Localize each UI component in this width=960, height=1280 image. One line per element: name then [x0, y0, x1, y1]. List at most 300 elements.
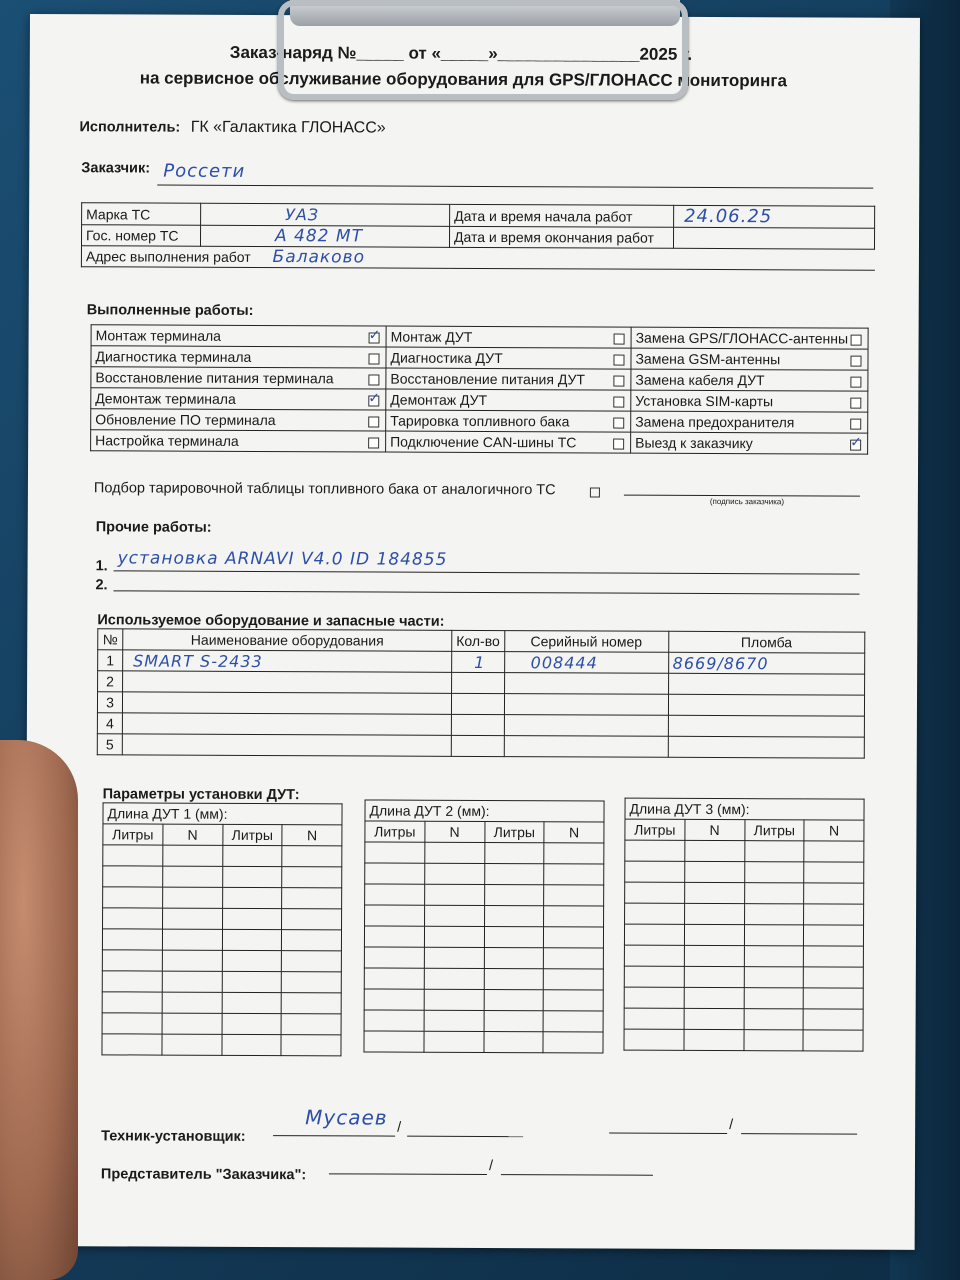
- tariff-checkbox[interactable]: [590, 487, 600, 497]
- work-item-label: Замена GPS/ГЛОНАСС-антенны: [635, 329, 849, 347]
- dut-row: [365, 863, 604, 885]
- dut-cell[interactable]: [804, 841, 864, 862]
- dut-cell[interactable]: [102, 992, 162, 1013]
- dut-column-header: N: [804, 820, 864, 841]
- dut-cell[interactable]: [684, 924, 744, 945]
- equipment-value-serial: [508, 737, 530, 756]
- work-item-label: Восстановление питания терминала: [95, 369, 334, 387]
- dut-cell[interactable]: [364, 947, 424, 968]
- tariff-signature-line: [624, 479, 860, 497]
- equipment-value-qty: [456, 715, 474, 734]
- dut-cell[interactable]: [365, 842, 425, 863]
- dut-row: [102, 1034, 341, 1056]
- equipment-cell-qty[interactable]: [452, 651, 505, 672]
- equipment-cell-num[interactable]: [98, 671, 123, 692]
- equipment-cell-qty[interactable]: [451, 693, 504, 714]
- dut-row: [364, 989, 603, 1011]
- representative-signature-line[interactable]: [329, 1157, 487, 1175]
- dut-cell[interactable]: [483, 1031, 543, 1052]
- dut-cell[interactable]: [624, 924, 684, 945]
- equipment-value-serial: [508, 716, 530, 735]
- equipment-value-name: [127, 672, 133, 691]
- dut-cell[interactable]: [425, 842, 485, 863]
- dut-row: [365, 905, 604, 927]
- dut-row: [624, 966, 863, 988]
- dut-cell[interactable]: [424, 1031, 484, 1052]
- work-item: [91, 430, 386, 452]
- equipment-cell-name[interactable]: [123, 671, 452, 693]
- work-item: [631, 327, 868, 349]
- dut-cell[interactable]: [484, 968, 544, 989]
- equipment-cell-serial[interactable]: [504, 652, 668, 674]
- equipment-value-qty: 1: [474, 652, 486, 672]
- dut-table-3: [623, 798, 864, 1052]
- equipment-cell-seal[interactable]: [668, 673, 865, 695]
- work-item-checkbox[interactable]: [369, 332, 380, 343]
- dut-cell[interactable]: [625, 882, 685, 903]
- dut-table-title: Длина ДУТ 1 (мм):: [103, 803, 342, 825]
- equipment-table: [97, 628, 866, 758]
- equipment-value-num: 3: [106, 694, 114, 711]
- equipment-cell-qty[interactable]: [451, 735, 504, 756]
- dut-row: [102, 1013, 341, 1035]
- dut-cell[interactable]: [543, 1032, 603, 1053]
- works-row: [91, 430, 868, 454]
- dut-cell[interactable]: [744, 946, 804, 967]
- equipment-cell-serial[interactable]: [504, 694, 668, 716]
- work-item-checkbox[interactable]: [850, 377, 861, 388]
- end-time-label: Дата и время окончания работ: [449, 226, 673, 248]
- work-item-checkbox[interactable]: [850, 419, 861, 430]
- second-signature-line[interactable]: [609, 1117, 727, 1135]
- dut-cell[interactable]: [102, 1013, 162, 1034]
- dut-row: [624, 945, 863, 967]
- dut-cell[interactable]: [424, 947, 484, 968]
- dut-row: [624, 987, 863, 1009]
- dut-cell[interactable]: [543, 990, 603, 1011]
- dut-cell[interactable]: [222, 1013, 282, 1034]
- dut-column-header: Литры: [103, 824, 163, 845]
- work-item: [386, 347, 631, 369]
- equipment-cell-num[interactable]: [98, 650, 123, 671]
- brand-value: УАЗ: [285, 205, 320, 225]
- dut-cell[interactable]: [625, 861, 685, 882]
- work-item-checkbox[interactable]: [850, 398, 861, 409]
- technician-slash: /: [397, 1119, 402, 1136]
- dut-cell[interactable]: [162, 971, 222, 992]
- dut-cell[interactable]: [684, 945, 744, 966]
- dut-cell[interactable]: [281, 993, 341, 1014]
- equipment-cell-num[interactable]: [97, 734, 122, 755]
- dut-cell[interactable]: [803, 1009, 863, 1030]
- dut-cell[interactable]: [222, 845, 282, 866]
- plate-label: Гос. номер ТС: [81, 225, 200, 247]
- address-label: Адрес выполнения работ: [85, 248, 251, 265]
- dut-row: [103, 887, 342, 909]
- start-time-value: 24.06.25: [684, 205, 773, 228]
- dut-column-header: N: [544, 822, 604, 843]
- equipment-cell-qty[interactable]: [451, 714, 504, 735]
- equipment-value-serial: [509, 674, 531, 693]
- dut-cell[interactable]: [282, 846, 342, 867]
- dut-cell[interactable]: [744, 1009, 804, 1030]
- work-item-checkbox[interactable]: [613, 397, 624, 408]
- work-item: [91, 325, 386, 347]
- work-item-label: Замена кабеля ДУТ: [635, 371, 765, 389]
- work-item-label: Демонтаж ДУТ: [390, 391, 488, 408]
- dut-row: [364, 1031, 603, 1053]
- dut-cell[interactable]: [685, 840, 745, 861]
- dut-cell[interactable]: [364, 926, 424, 947]
- dut-column-header: Литры: [365, 821, 425, 842]
- equipment-value-seal: 8669/8670: [672, 653, 769, 673]
- work-item-checkbox[interactable]: [368, 437, 379, 448]
- works-title: Выполненные работы:: [86, 302, 254, 319]
- dut-cell[interactable]: [484, 926, 544, 947]
- document-title-line2: на сервисное обслуживание оборудования для GPS/ГЛОНАСС мониторинга: [139, 68, 788, 91]
- dut-row: [102, 971, 341, 993]
- dut-row: [102, 992, 341, 1014]
- dut-cell[interactable]: [365, 863, 425, 884]
- work-item-checkbox[interactable]: [850, 440, 861, 451]
- dut-cell[interactable]: [484, 863, 544, 884]
- dut-cell[interactable]: [544, 864, 604, 885]
- dut-column-header: N: [425, 821, 485, 842]
- dut-row: [625, 903, 864, 925]
- dut-cell[interactable]: [804, 925, 864, 946]
- dut-row: [625, 840, 864, 862]
- equipment-cell-seal[interactable]: [668, 652, 865, 674]
- dut-column-header: Литры: [484, 821, 544, 842]
- work-item-label: Восстановление питания ДУТ: [390, 370, 585, 388]
- customer-line: [157, 160, 873, 189]
- work-item-checkbox[interactable]: [368, 395, 379, 406]
- dut-row: [364, 947, 603, 969]
- second-slash: /: [729, 1117, 734, 1134]
- dut-cell[interactable]: [624, 1008, 684, 1029]
- work-item: [91, 367, 386, 389]
- equipment-cell-num[interactable]: [97, 713, 122, 734]
- dut-cell[interactable]: [102, 971, 162, 992]
- equipment-cell-seal[interactable]: [668, 715, 865, 737]
- work-item-label: Монтаж ДУТ: [390, 328, 473, 345]
- dut-column-header: Литры: [744, 820, 804, 841]
- dut-column-header: Литры: [625, 819, 685, 840]
- dut-cell[interactable]: [162, 1013, 222, 1034]
- work-item-label: Демонтаж терминала: [95, 390, 236, 407]
- work-item-checkbox[interactable]: [368, 353, 379, 364]
- dut-cell[interactable]: [102, 929, 162, 950]
- dut-row: [365, 884, 604, 906]
- start-time-label: Дата и время начала работ: [450, 204, 674, 227]
- dut-cell[interactable]: [281, 1035, 341, 1056]
- dut-cell[interactable]: [282, 930, 342, 951]
- equipment-cell-num[interactable]: [97, 692, 122, 713]
- work-item-label: Монтаж терминала: [95, 327, 222, 344]
- equipment-value-num: 4: [105, 715, 114, 732]
- dut-cell[interactable]: [424, 989, 484, 1010]
- dut-cell[interactable]: [222, 929, 282, 950]
- dut-cell[interactable]: [743, 1030, 803, 1051]
- work-item: [91, 409, 386, 431]
- work-item-label: Настройка терминала: [95, 432, 239, 449]
- dut-cell[interactable]: [365, 884, 425, 905]
- work-item-checkbox[interactable]: [613, 355, 624, 366]
- work-item-label: Замена GSM-антенны: [635, 350, 781, 368]
- equipment-value-num: 1: [106, 652, 115, 669]
- dut-cell[interactable]: [102, 1034, 162, 1055]
- dut-cell[interactable]: [222, 887, 282, 908]
- equipment-cell-name[interactable]: [122, 692, 451, 714]
- equipment-cell-name[interactable]: [122, 734, 451, 756]
- equipment-row: [97, 734, 864, 758]
- dut-cell[interactable]: [222, 971, 282, 992]
- dut-row: [624, 924, 863, 946]
- work-item-checkbox[interactable]: [851, 335, 862, 346]
- dut-cell[interactable]: [544, 927, 604, 948]
- dut-cell[interactable]: [684, 1029, 744, 1050]
- work-item-label: Обновление ПО терминала: [95, 411, 276, 429]
- dut-row: [102, 950, 341, 972]
- dut-table-title: Длина ДУТ 2 (мм):: [365, 800, 604, 822]
- equipment-value-name: [127, 735, 133, 754]
- dut-cell[interactable]: [803, 1030, 863, 1051]
- works-table: [90, 324, 869, 454]
- dut-cell[interactable]: [162, 887, 222, 908]
- work-item-checkbox[interactable]: [368, 374, 379, 385]
- dut-cell[interactable]: [484, 905, 544, 926]
- work-item-checkbox[interactable]: [613, 376, 624, 387]
- brand-label: Марка ТС: [82, 203, 201, 226]
- work-item-label: Диагностика терминала: [95, 348, 252, 365]
- dut-cell[interactable]: [424, 884, 484, 905]
- dut-cell[interactable]: [484, 947, 544, 968]
- dut-cell[interactable]: [424, 863, 484, 884]
- equipment-value-serial: 008444: [530, 652, 598, 672]
- dut-row: [625, 861, 864, 883]
- dut-row: [364, 1010, 603, 1032]
- dut-row: [103, 908, 342, 930]
- equipment-cell-serial[interactable]: [504, 673, 668, 695]
- dut-cell[interactable]: [544, 843, 604, 864]
- dut-cell[interactable]: [744, 925, 804, 946]
- other-work-2-line[interactable]: [113, 572, 859, 594]
- dut-cell[interactable]: [804, 967, 864, 988]
- dut-cell[interactable]: [544, 885, 604, 906]
- executor-label: Исполнитель:: [79, 119, 181, 136]
- work-item-checkbox[interactable]: [614, 334, 625, 345]
- technician-signature: Мусаев: [305, 1105, 388, 1130]
- work-item: [631, 390, 868, 412]
- dut-cell[interactable]: [162, 950, 222, 971]
- dut-cell[interactable]: [744, 883, 804, 904]
- thumb: [0, 740, 78, 1280]
- equipment-value-name: SMART S-2433: [133, 650, 263, 671]
- dut-cell[interactable]: [484, 1010, 544, 1031]
- dut-cell[interactable]: [804, 946, 864, 967]
- dut-cell[interactable]: [424, 905, 484, 926]
- second-name-line[interactable]: [741, 1117, 857, 1135]
- dut-cell[interactable]: [162, 908, 222, 929]
- dut-cell[interactable]: [625, 840, 685, 861]
- equipment-cell-name[interactable]: [123, 650, 452, 672]
- tariff-signature-caption: (подпись заказчика): [709, 496, 785, 507]
- equipment-value-num: 2: [106, 673, 115, 690]
- dut-cell[interactable]: [162, 992, 222, 1013]
- other-work-1-line[interactable]: [114, 550, 860, 574]
- equipment-value-name: [127, 693, 133, 712]
- work-item-label: Установка SIM-карты: [635, 392, 774, 410]
- technician-name-line[interactable]: [407, 1120, 523, 1138]
- dut-cell[interactable]: [162, 929, 222, 950]
- vehicle-table: [81, 202, 875, 270]
- work-item-checkbox[interactable]: [613, 439, 624, 450]
- dut-row: [625, 882, 864, 904]
- dut-cell[interactable]: [424, 1010, 484, 1031]
- plate-value: А 482 МТ: [274, 226, 364, 247]
- equipment-cell-serial[interactable]: [504, 715, 668, 737]
- equipment-value-num: 5: [105, 736, 114, 753]
- dut-cell[interactable]: [803, 988, 863, 1009]
- dut-row: [364, 926, 603, 948]
- dut-cell[interactable]: [684, 966, 744, 987]
- dut-cell[interactable]: [804, 862, 864, 883]
- dut-cell[interactable]: [625, 903, 685, 924]
- dut-cell[interactable]: [684, 987, 744, 1008]
- work-item: [631, 432, 868, 454]
- technician-signature-line[interactable]: [273, 1105, 395, 1137]
- work-item: [631, 411, 868, 433]
- equipment-header-num: №: [98, 629, 123, 650]
- dut-cell[interactable]: [162, 866, 222, 887]
- equipment-header-name: Наименование оборудования: [123, 629, 452, 651]
- equipment-value-serial: [508, 695, 530, 714]
- work-item: [386, 389, 631, 411]
- dut-cell[interactable]: [222, 992, 282, 1013]
- dut-cell[interactable]: [103, 845, 163, 866]
- dut-cell[interactable]: [221, 1034, 281, 1055]
- dut-cell[interactable]: [103, 866, 163, 887]
- dut-cell[interactable]: [103, 887, 163, 908]
- dut-title: Параметры установки ДУТ:: [102, 786, 300, 804]
- dut-row: [624, 1029, 863, 1051]
- dut-column-header: N: [163, 824, 223, 845]
- work-item: [386, 368, 631, 390]
- dut-cell[interactable]: [484, 884, 544, 905]
- dut-table-title: Длина ДУТ 3 (мм):: [625, 798, 864, 820]
- dut-cell[interactable]: [744, 988, 804, 1009]
- representative-name-line[interactable]: [501, 1158, 653, 1176]
- dut-cell[interactable]: [684, 903, 744, 924]
- dut-cell[interactable]: [744, 967, 804, 988]
- dut-row: [364, 968, 603, 990]
- technician-label: Техник-установщик:: [101, 1128, 246, 1145]
- equipment-title: Используемое оборудование и запасные части:: [97, 612, 445, 630]
- other-works-title: Прочие работы:: [95, 519, 212, 536]
- dut-cell[interactable]: [364, 989, 424, 1010]
- dut-cell[interactable]: [222, 950, 282, 971]
- dut-cell[interactable]: [744, 841, 804, 862]
- equipment-cell-name[interactable]: [122, 713, 451, 735]
- dut-cell[interactable]: [102, 950, 162, 971]
- equipment-cell-seal[interactable]: [668, 694, 865, 716]
- dut-cell[interactable]: [281, 972, 341, 993]
- dut-cell[interactable]: [222, 908, 282, 929]
- end-time-value: [673, 227, 874, 249]
- work-item-label: Замена предохранителя: [635, 413, 795, 431]
- work-item: [631, 348, 868, 370]
- dut-cell[interactable]: [684, 882, 744, 903]
- work-item-label: Подключение CAN-шины ТС: [390, 433, 577, 451]
- dut-cell[interactable]: [624, 966, 684, 987]
- dut-cell[interactable]: [544, 906, 604, 927]
- dut-cell[interactable]: [282, 909, 342, 930]
- representative-label: Представитель "Заказчика":: [100, 1166, 307, 1184]
- dut-cell[interactable]: [624, 987, 684, 1008]
- dut-cell[interactable]: [543, 969, 603, 990]
- dut-cell[interactable]: [684, 1008, 744, 1029]
- dut-cell[interactable]: [544, 948, 604, 969]
- dut-cell[interactable]: [162, 1034, 222, 1055]
- dut-cell[interactable]: [163, 845, 223, 866]
- dut-cell[interactable]: [424, 968, 484, 989]
- dut-cell[interactable]: [282, 867, 342, 888]
- dut-row: [365, 842, 604, 864]
- dut-cell[interactable]: [365, 905, 425, 926]
- dut-cell[interactable]: [624, 1029, 684, 1050]
- dut-cell[interactable]: [744, 862, 804, 883]
- dut-cell[interactable]: [424, 926, 484, 947]
- equipment-value-qty: [456, 673, 474, 692]
- work-item-checkbox[interactable]: [613, 418, 624, 429]
- dut-cell[interactable]: [364, 1010, 424, 1031]
- dut-cell[interactable]: [804, 883, 864, 904]
- customer-value: Россети: [163, 160, 246, 182]
- dut-cell[interactable]: [484, 842, 544, 863]
- other-work-1-value: установка ARNAVI V4.0 ID 184855: [117, 548, 448, 570]
- work-item-checkbox[interactable]: [368, 416, 379, 427]
- dut-cell[interactable]: [624, 945, 684, 966]
- equipment-value-name: [127, 714, 133, 733]
- work-item-checkbox[interactable]: [850, 356, 861, 367]
- dut-cell[interactable]: [804, 904, 864, 925]
- equipment-cell-serial[interactable]: [504, 736, 668, 758]
- other-work-1-number: 1.: [95, 558, 108, 575]
- dut-row: [102, 929, 341, 951]
- document-title-line1: Заказ-наряд №_____ от «_____»_______________2025 г.: [229, 42, 693, 64]
- dut-cell[interactable]: [364, 968, 424, 989]
- tariff-label: Подбор тарировочной таблицы топливного бака от аналогичного ТС: [93, 480, 556, 499]
- equipment-cell-seal[interactable]: [668, 736, 865, 758]
- dut-cell[interactable]: [222, 866, 282, 887]
- dut-column-header: N: [685, 819, 745, 840]
- dut-cell[interactable]: [282, 951, 342, 972]
- dut-cell[interactable]: [744, 904, 804, 925]
- work-item-label: Тарировка топливного бака: [390, 412, 570, 430]
- other-work-2-number: 2.: [95, 577, 108, 594]
- dut-cell[interactable]: [684, 861, 744, 882]
- dut-cell[interactable]: [281, 1014, 341, 1035]
- dut-cell[interactable]: [543, 1011, 603, 1032]
- equipment-cell-qty[interactable]: [452, 672, 505, 693]
- dut-cell[interactable]: [484, 989, 544, 1010]
- equipment-header-serial: Серийный номер: [504, 631, 668, 653]
- dut-cell[interactable]: [282, 888, 342, 909]
- clipboard-clip[interactable]: [278, 0, 688, 100]
- work-item: [386, 326, 631, 348]
- dut-cell[interactable]: [364, 1031, 424, 1052]
- dut-cell[interactable]: [103, 908, 163, 929]
